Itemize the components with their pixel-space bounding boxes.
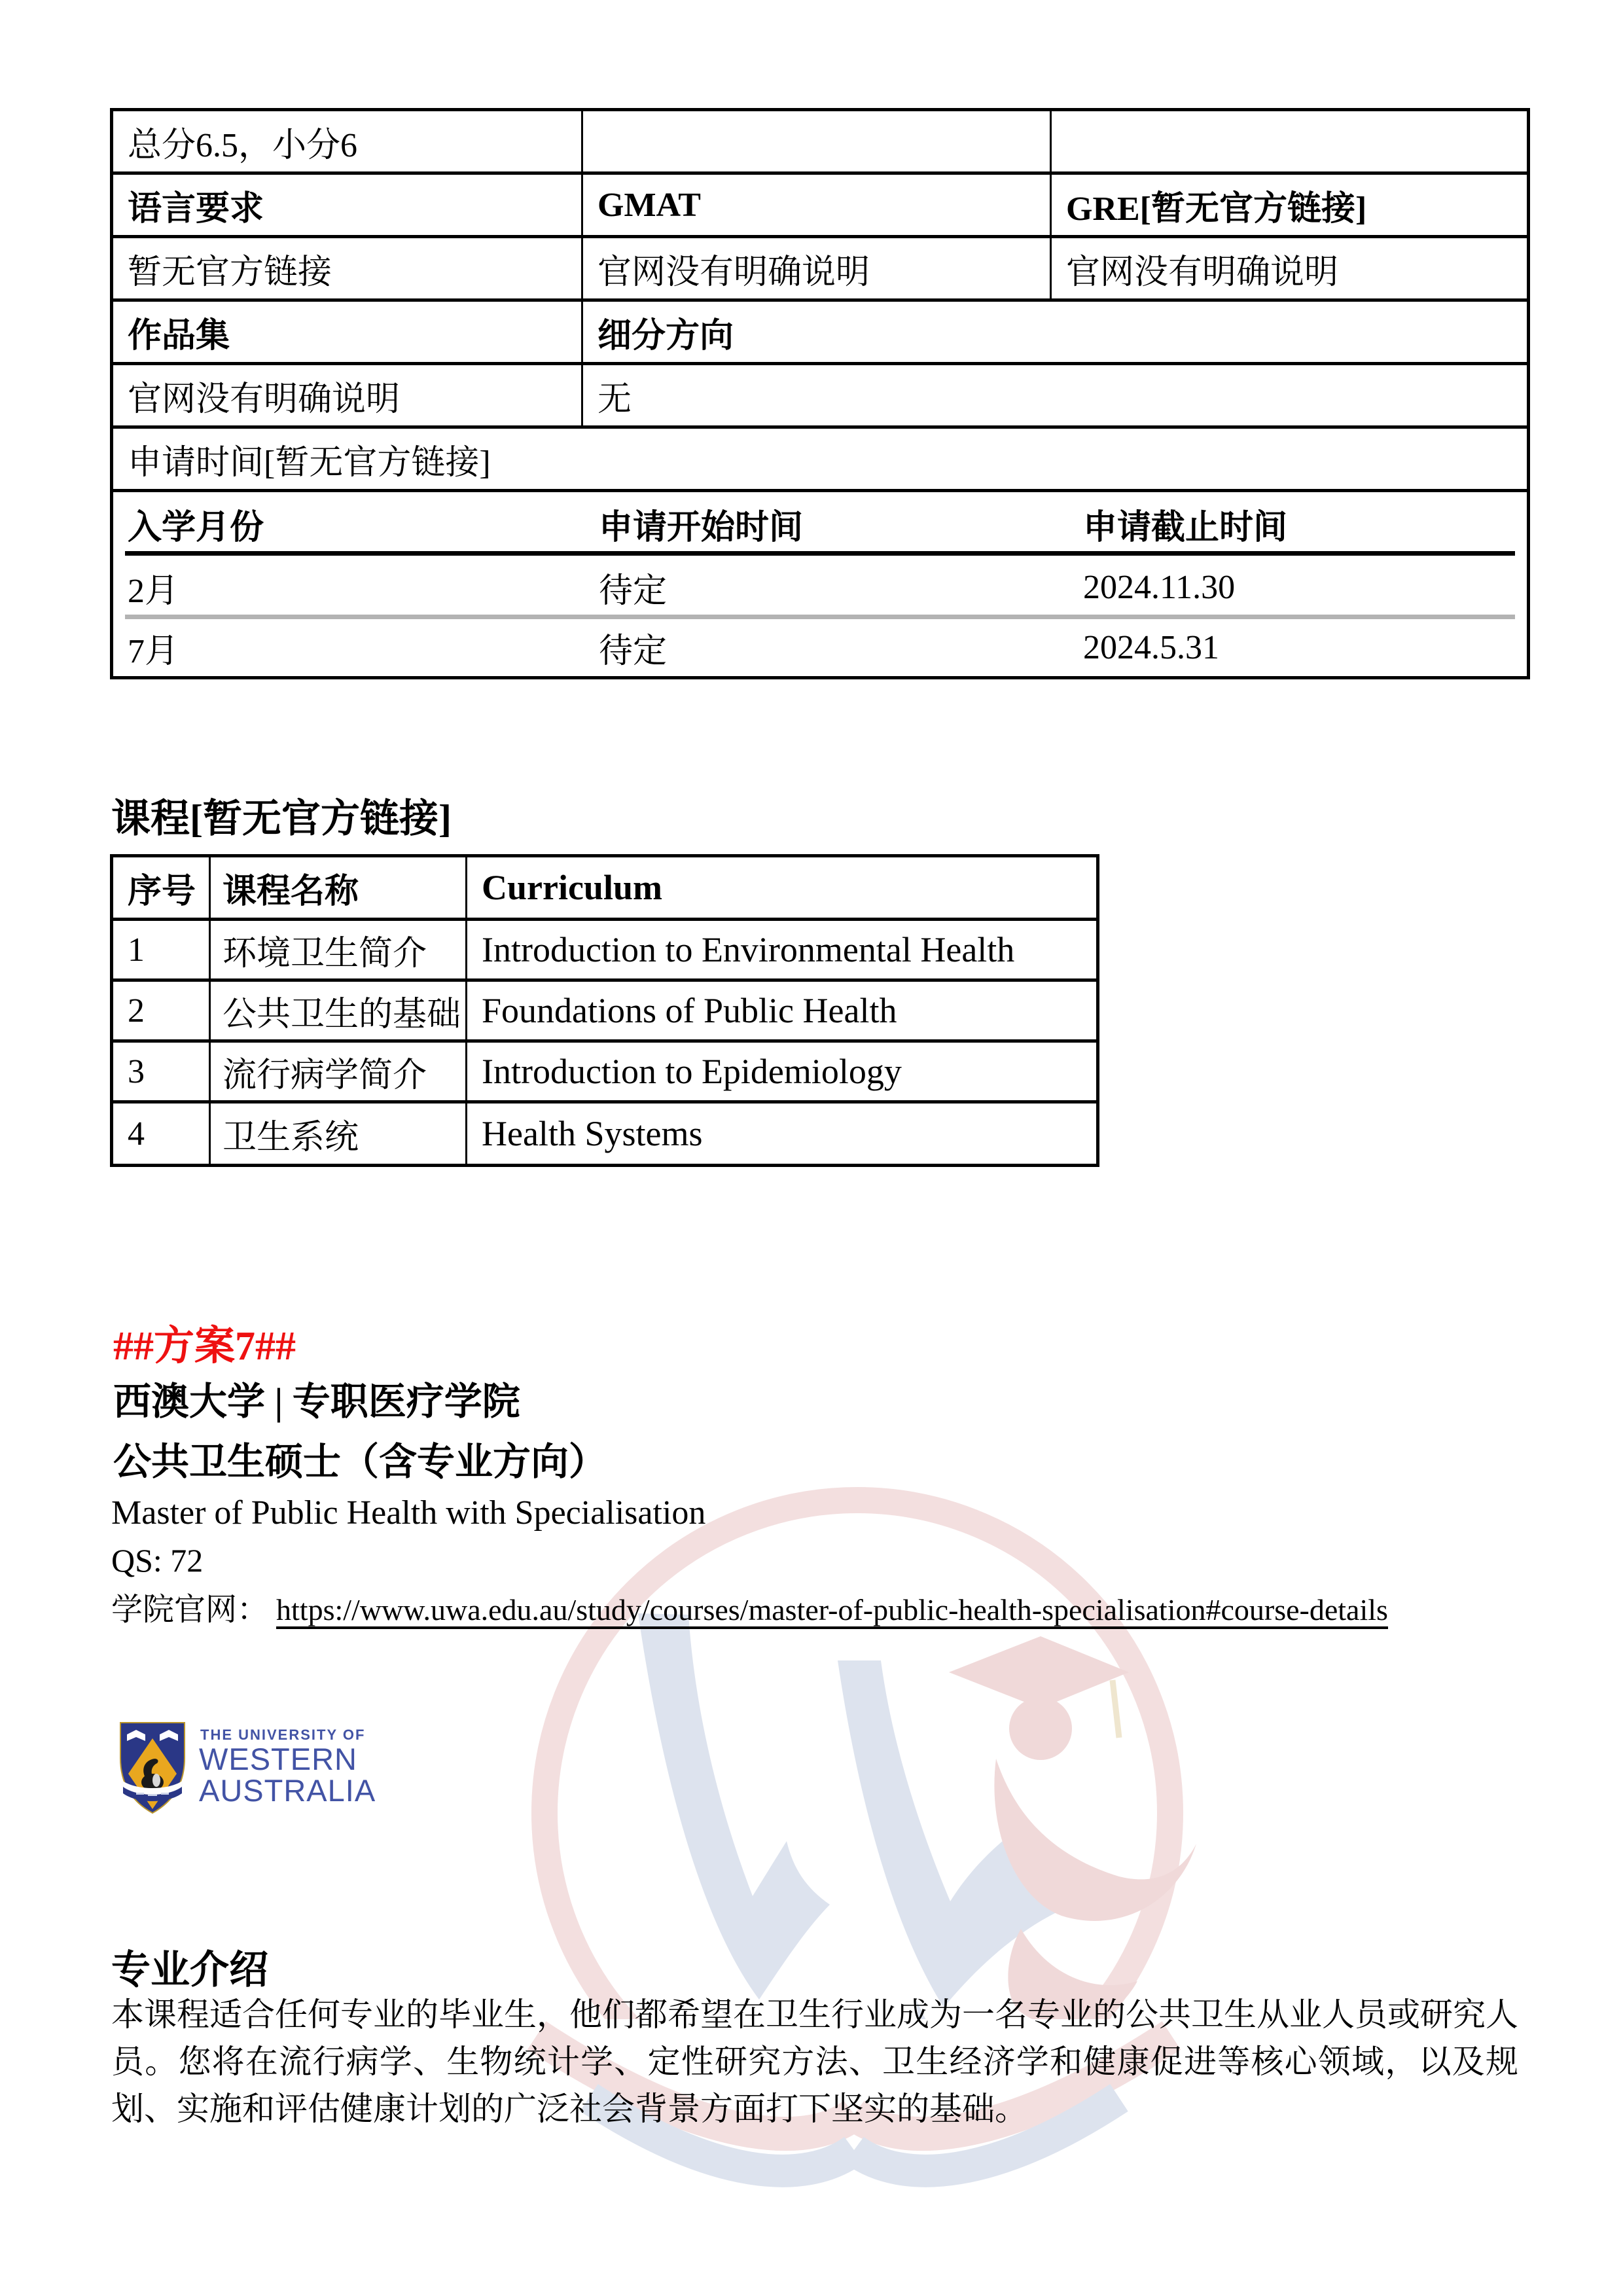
curriculum-header-row <box>113 857 1096 921</box>
course-name-cn: 流行病学简介 <box>209 1043 465 1100</box>
course-name-en: Introduction to Epidemiology <box>465 1043 1096 1100</box>
schedule-row-divider <box>125 615 1515 619</box>
apply-time-cell: 申请时间[暂无官方链接] <box>128 444 491 482</box>
curriculum-table <box>110 854 1099 1167</box>
schedule-row <box>113 556 1527 619</box>
intro-paragraph: 本课程适合任何专业的毕业生，他们都希望在卫生行业成为一名专业的公共卫生从业人员或研究人员。您将在流行病学、生物统计学、定性研究方法、卫生经济学和健康促进等核心领域，以及规划、实施和评估健康计划的广泛社会背景方面打下坚实的基础。 <box>111 1996 1518 2127</box>
qs-ranking: QS: 72 <box>111 1542 204 1579</box>
plan-tag: ##方案7## <box>113 1324 296 1369</box>
course-section-title: 课程[暂无官方链接] <box>111 797 452 840</box>
curriculum-row <box>113 1043 1096 1103</box>
course-url-link[interactable]: https://www.uwa.edu.au/study/courses/master-of-public-health-specialisation#course-details <box>276 1593 1388 1629</box>
apply-start: 待定 <box>599 573 668 610</box>
motto-text <box>136 1793 144 1795</box>
table-row <box>113 365 1527 429</box>
logo-line-2: WESTERN <box>199 1742 357 1776</box>
admissions-table <box>110 108 1530 679</box>
gre-value: 官网没有明确说明 <box>1050 238 1527 298</box>
course-name-en: Health Systems <box>465 1103 1096 1164</box>
language-req-header: 语言要求 <box>128 190 264 228</box>
specialisation-header: 细分方向 <box>581 302 1527 362</box>
course-name-en: Introduction to Environmental Health <box>465 921 1096 978</box>
schedule-header-divider <box>125 551 1515 556</box>
curriculum-row <box>113 982 1096 1043</box>
swan-wing <box>152 1774 160 1787</box>
empty-cell <box>1050 111 1527 171</box>
table-row <box>113 302 1527 365</box>
watermark-head <box>1009 1697 1072 1760</box>
schedule-row <box>113 619 1527 676</box>
course-no: 4 <box>128 1115 145 1153</box>
language-req-value: 暂无官方链接 <box>128 253 332 291</box>
logo-line-1: THE UNIVERSITY OF <box>200 1727 366 1743</box>
gre-header: GRE[暂无官方链接] <box>1050 175 1527 235</box>
course-no: 2 <box>128 992 145 1030</box>
program-title-en: Master of Public Health with Specialisation <box>111 1494 706 1532</box>
apply-deadline-header: 申请截止时间 <box>1083 509 1288 547</box>
course-name-cn: 环境卫生简介 <box>209 921 465 978</box>
course-name-cn: 卫生系统 <box>209 1103 465 1164</box>
table-row <box>113 175 1527 238</box>
logo-line-3: AUSTRALIA <box>199 1773 376 1808</box>
apply-start-header: 申请开始时间 <box>599 509 804 547</box>
motto-text <box>148 1794 157 1796</box>
uwa-logo <box>116 1720 398 1820</box>
table-row <box>113 238 1527 302</box>
specialisation-value: 无 <box>581 365 1527 425</box>
gmat-header: GMAT <box>581 175 1050 235</box>
col-curriculum-header: Curriculum <box>465 857 1096 918</box>
col-no-header: 序号 <box>128 872 196 910</box>
table-row <box>113 429 1527 492</box>
intro-section-title: 专业介绍 <box>111 1948 268 1992</box>
course-no: 1 <box>128 931 145 969</box>
apply-start: 待定 <box>599 633 668 670</box>
intake-month-header: 入学月份 <box>128 509 264 547</box>
school-title: 西澳大学 | 专职医疗学院 <box>113 1380 520 1423</box>
course-no: 3 <box>128 1052 145 1090</box>
curriculum-row <box>113 1103 1096 1164</box>
program-title-cn: 公共卫生硕士（含专业方向） <box>113 1441 607 1483</box>
intake-month: 7月 <box>128 633 179 670</box>
col-name-header: 课程名称 <box>209 857 465 918</box>
course-name-en: Foundations of Public Health <box>465 982 1096 1039</box>
apply-deadline: 2024.5.31 <box>1083 629 1219 666</box>
watermark-w-left-stroke <box>638 1613 830 2000</box>
intake-month: 2月 <box>128 573 179 610</box>
portfolio-value: 官网没有明确说明 <box>128 380 401 418</box>
empty-cell <box>581 111 1050 171</box>
schedule-header-row <box>113 492 1527 556</box>
course-name-cn: 公共卫生的基础 <box>209 982 465 1039</box>
portfolio-header: 作品集 <box>128 317 230 355</box>
official-site-line <box>111 1584 1388 1629</box>
score-overflow-cell: 总分6.5，小分6 <box>128 126 358 164</box>
table-row <box>113 111 1527 175</box>
site-label: 学院官网： <box>111 1592 269 1627</box>
watermark-tassel <box>1113 1680 1119 1738</box>
gmat-value: 官网没有明确说明 <box>581 238 1050 298</box>
apply-deadline: 2024.11.30 <box>1083 569 1236 606</box>
curriculum-row <box>113 921 1096 982</box>
motto-text <box>161 1793 169 1795</box>
